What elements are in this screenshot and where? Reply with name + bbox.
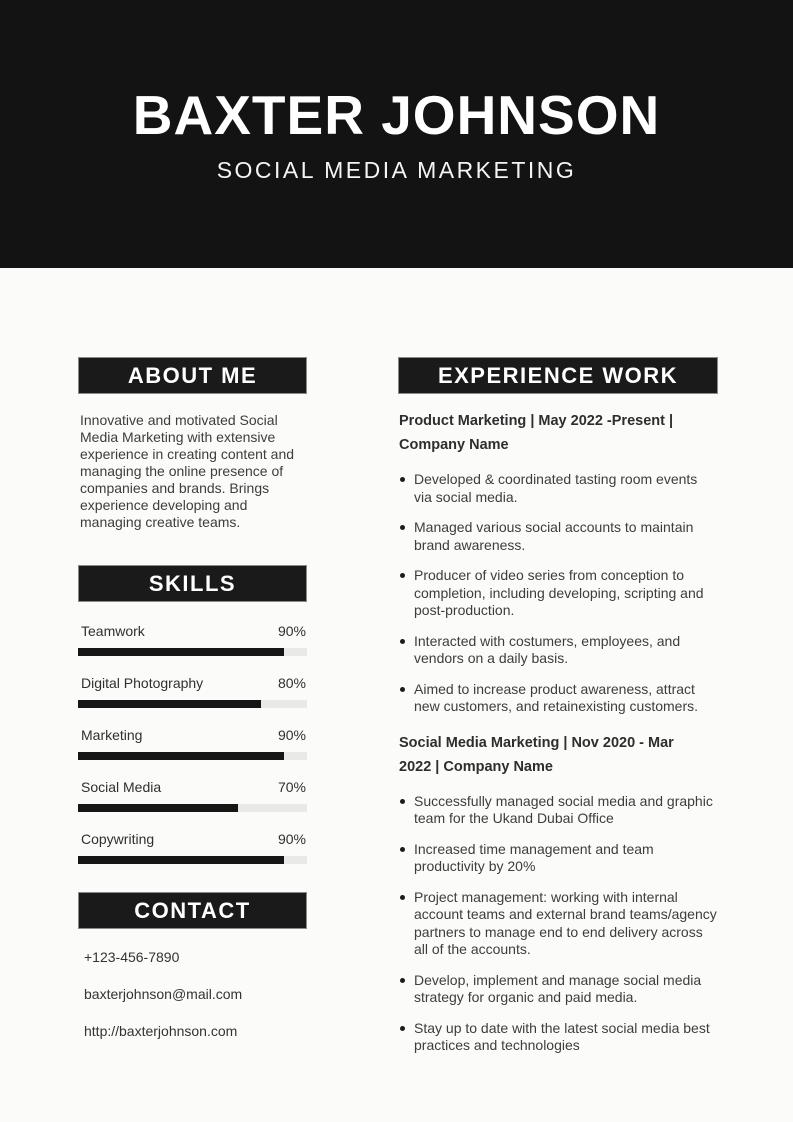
skill-label: Digital Photography (81, 675, 204, 691)
skills-list (78, 623, 307, 864)
job-bullet (398, 681, 718, 716)
skill-label: Teamwork (81, 623, 145, 639)
skill-item (78, 779, 307, 812)
skill-row (78, 779, 307, 795)
bullet-text: Increased time management and team productivity by 20% (414, 840, 654, 874)
contact-heading: CONTACT (78, 892, 307, 929)
job-bullet-list (398, 793, 718, 1055)
job-entry (398, 731, 718, 1055)
contact-section (78, 892, 307, 1039)
person-name: BAXTER JOHNSON (132, 84, 661, 146)
job-entry (398, 409, 718, 716)
skill-bar-fill (78, 648, 284, 656)
bullet-text: Develop, implement and manage social media strategy for organic and paid media. (414, 971, 702, 1005)
about-text: Innovative and motivated Social Media Marketing with extensive experience in creating content and managing the online presence of companies and brands. Brings experience developing and managing creative teams. (80, 412, 295, 530)
skill-row (78, 623, 307, 639)
bullet-text: Project management: working with internal account teams and external brand teams/agency partners to manage end to end delivery across all of the accounts. (414, 888, 717, 957)
right-column (398, 357, 718, 1068)
bullet-icon (400, 978, 405, 983)
skill-bar-track (78, 856, 307, 864)
skills-section (78, 565, 307, 864)
skill-row (78, 727, 307, 743)
job-bullet (398, 889, 718, 959)
job-title: Product Marketing | May 2022 -Present | Company Name (399, 413, 674, 453)
bullet-icon (400, 639, 405, 644)
job-bullet (398, 633, 718, 668)
skill-label: Copywriting (81, 831, 155, 847)
bullet-icon (400, 573, 405, 578)
resume-header (0, 0, 793, 268)
experience-section (398, 357, 718, 1055)
contact-item: baxterjohnson@mail.com (84, 986, 243, 1002)
job-bullet (398, 471, 718, 506)
skill-bar-track (78, 804, 307, 812)
contact-list (78, 949, 307, 1039)
resume-body (0, 268, 793, 1068)
skill-bar-fill (78, 700, 261, 708)
skill-item (78, 727, 307, 760)
skill-percent: 70% (277, 779, 306, 795)
bullet-text: Stay up to date with the latest social media best practices and technologies (414, 1019, 710, 1053)
skill-label: Marketing (81, 727, 143, 743)
bullet-icon (400, 477, 405, 482)
job-bullet (398, 1020, 718, 1055)
skill-bar-track (78, 700, 307, 708)
skill-percent: 90% (277, 623, 306, 639)
person-job-title: SOCIAL MEDIA MARKETING (216, 157, 577, 183)
experience-heading: EXPERIENCE WORK (398, 357, 718, 394)
about-section (78, 357, 307, 531)
bullet-text: Aimed to increase product awareness, attract new customers, and retainexisting customers. (414, 680, 699, 714)
job-title: Social Media Marketing | Nov 2020 - Mar 2022 | Company Name (399, 734, 674, 775)
job-bullet (398, 841, 718, 876)
bullet-icon (400, 847, 405, 852)
skill-row (78, 831, 307, 847)
skill-bar-fill (78, 856, 284, 864)
bullet-text: Interacted with costumers, employees, and vendors on a daily basis. (414, 632, 681, 666)
skill-bar-fill (78, 752, 284, 760)
skill-percent: 80% (277, 675, 306, 691)
job-bullet (398, 567, 718, 620)
bullet-icon (400, 1026, 405, 1031)
skill-item (78, 623, 307, 656)
bullet-icon (400, 687, 405, 692)
about-heading: ABOUT ME (78, 357, 307, 394)
skill-percent: 90% (277, 831, 306, 847)
job-bullet (398, 793, 718, 828)
bullet-text: Managed various social accounts to maintain brand awareness. (414, 519, 694, 553)
bullet-text: Developed & coordinated tasting room events via social media. (414, 471, 698, 505)
bullet-text: Producer of video series from conception to completion, including developing, scripting and post-production. (414, 567, 704, 618)
skill-item (78, 831, 307, 864)
skills-heading: SKILLS (78, 565, 307, 602)
job-bullet (398, 972, 718, 1007)
skill-row (78, 675, 307, 691)
jobs-list (398, 409, 718, 1055)
contact-item: +123-456-7890 (84, 949, 180, 965)
bullet-icon (400, 525, 405, 530)
job-bullet-list (398, 471, 718, 716)
skill-label: Social Media (81, 779, 162, 795)
job-bullet (398, 519, 718, 554)
left-column (78, 357, 307, 1068)
skill-bar-fill (78, 804, 238, 812)
bullet-icon (400, 799, 405, 804)
skill-bar-track (78, 648, 307, 656)
bullet-icon (400, 895, 405, 900)
skill-bar-track (78, 752, 307, 760)
skill-percent: 90% (277, 727, 306, 743)
bullet-text: Successfully managed social media and graphic team for the Ukand Dubai Office (414, 792, 713, 826)
skill-item (78, 675, 307, 708)
contact-item: http://baxterjohnson.com (84, 1023, 238, 1039)
